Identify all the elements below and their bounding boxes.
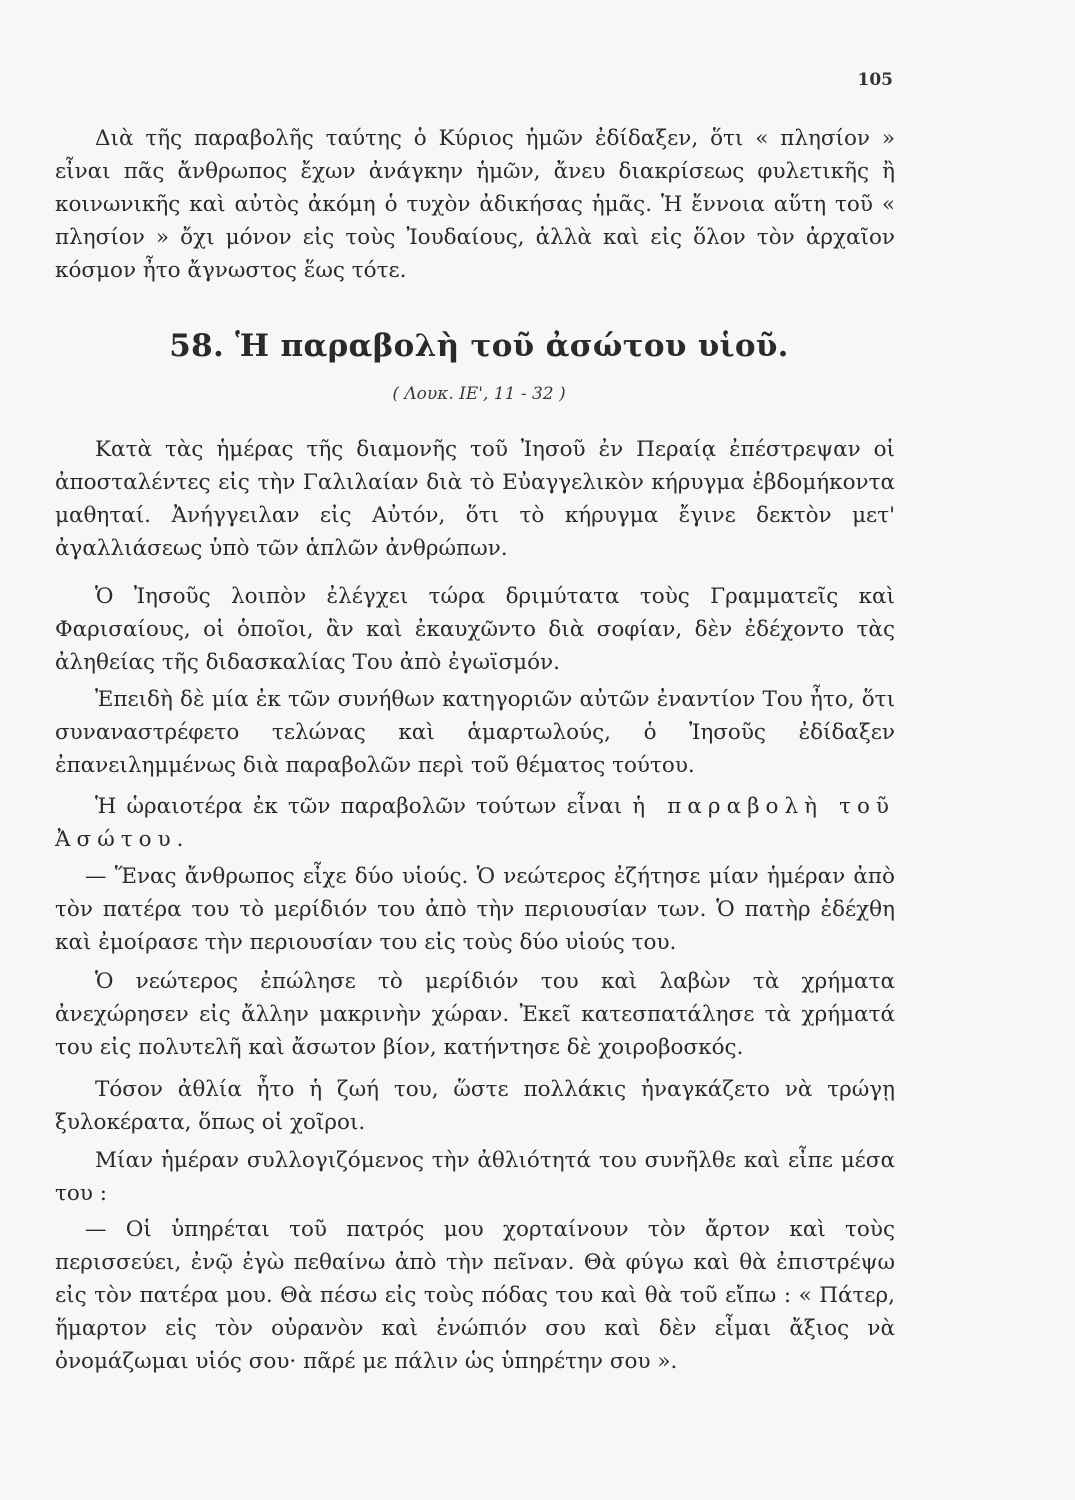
scripture-reference: ( Λουκ. ΙΕ', 11 - 32 ) — [392, 384, 566, 404]
paragraph-4 — [55, 790, 895, 856]
page-number: 105 — [857, 70, 893, 90]
paragraph-2: Ὁ Ἰησοῦς λοιπὸν ἐλέγχει τώρα δριμύτατα τοὺς Γραμματεῖς καὶ Φαρισαίους, οἱ ὁποῖοι, ἂν καὶ ἐκαυχῶντο διὰ σοφίαν, δὲν ἐδέχοντο τὰς ἀληθείας τῆς διδασκαλίας Του ἀπὸ ἐγωϊσμόν. — [55, 584, 895, 675]
paragraph-4-text: Ἡ ὡραιοτέρα ἐκ τῶν παραβολῶν τούτων εἶναι — [95, 794, 623, 819]
paragraph-9: — Οἱ ὑπηρέται τοῦ πατρός μου χορταίνουν τὸν ἄρτον καὶ τοὺς περισσεύει, ἐνῷ ἐγὼ πεθαίνω ἀπὸ τὴν πεῖναν. Θὰ φύγω καὶ θὰ ἐπιστρέψω εἰς τὸν πατέρα μου. Θὰ πέσω εἰς τοὺς πόδας του καὶ θὰ τοῦ εἴπω : « Πάτερ, ἥμαρτον εἰς τὸν οὐρανὸν καὶ ἐνώπιόν σου καὶ δὲν εἶμαι ἄξιος νὰ ὀνομάζωμαι υἱός σου· πᾶρέ με πάλιν ὡς ὑπηρέτην σου ». — [55, 1217, 895, 1374]
paragraph-7: Τόσον ἀθλία ἦτο ἡ ζωή του, ὥστε πολλάκις ἠναγκάζετο νὰ τρώγῃ ξυλοκέρατα, ὅπως οἱ χοῖροι. — [55, 1077, 895, 1135]
section-heading: 58. Ἡ παραβολὴ τοῦ ἀσώτου υἱοῦ. — [169, 328, 789, 364]
paragraph-3: Ἐπειδὴ δὲ μία ἐκ τῶν συνήθων κατηγοριῶν αὐτῶν ἐναντίον Του ἦτο, ὅτι συναναστρέφετο τελώνας καὶ ἁμαρτωλούς, ὁ Ἰησοῦς ἐδίδαξεν ἐπανειλημμένως διὰ παραβολῶν περὶ τοῦ θέματος τούτου. — [55, 687, 895, 778]
paragraph-8: Μίαν ἡμέραν συλλογιζόμενος τὴν ἀθλιότητά του συνῆλθε καὶ εἶπε μέσα του : — [55, 1148, 895, 1206]
paragraph-1: Κατὰ τὰς ἡμέρας τῆς διαμονῆς τοῦ Ἰησοῦ ἐν Περαίᾳ ἐπέστρεψαν οἱ ἀποσταλέντες εἰς τὴν Γαλιλαίαν διὰ τὸ Εὐαγγελικὸν κήρυγμα ἑβδομήκοντα μαθηταί. Ἀνήγγειλαν εἰς Αὐτόν, ὅτι τὸ κήρυγμα ἔγινε δεκτὸν μετ' ἀγαλλιάσεως ὑπὸ τῶν ἁπλῶν ἀνθρώπων. — [55, 437, 895, 561]
intro-paragraph: Διὰ τῆς παραβολῆς ταύτης ὁ Κύριος ἡμῶν ἐδίδαξεν, ὅτι « πλησίον » εἶναι πᾶς ἄνθρωπος ἔχων ἀνάγκην ἡμῶν, ἄνευ διακρίσεως φυλετικῆς ἢ κοινωνικῆς καὶ αὐτὸς ἀκόμη ὁ τυχὸν ἀδικήσας ἡμᾶς. Ἡ ἔννοια αὕτη τοῦ « πλησίον » ὄχι μόνον εἰς τοὺς Ἰουδαίους, ἀλλὰ καὶ εἰς ὅλον τὸν ἀρχαῖον κόσμον ἦτο ἄγνωστος ἕως τότε. — [55, 126, 895, 283]
emphasized-title: ἡ παραβολὴ τοῦ Ἀσώτου. — [55, 794, 895, 852]
paragraph-6: Ὁ νεώτερος ἐπώλησε τὸ μερίδιόν του καὶ λαβὼν τὰ χρήματα ἀνεχώρησεν εἰς ἄλλην μακρινὴν χώραν. Ἐκεῖ κατεσπατάλησε τὰ χρήματά του εἰς πολυτελῆ καὶ ἄσωτον βίον, κατήντησε δὲ χοιροβοσκός. — [55, 969, 895, 1060]
paragraph-5: — Ἕνας ἄνθρωπος εἶχε δύο υἱούς. Ὁ νεώτερος ἐζήτησε μίαν ἡμέραν ἀπὸ τὸν πατέρα του τὸ μερίδιόν του ἀπὸ τὴν περιουσίαν των. Ὁ πατὴρ ἐδέχθη καὶ ἐμοίρασε τὴν περιουσίαν του εἰς τοὺς δύο υἱούς του. — [55, 864, 895, 955]
